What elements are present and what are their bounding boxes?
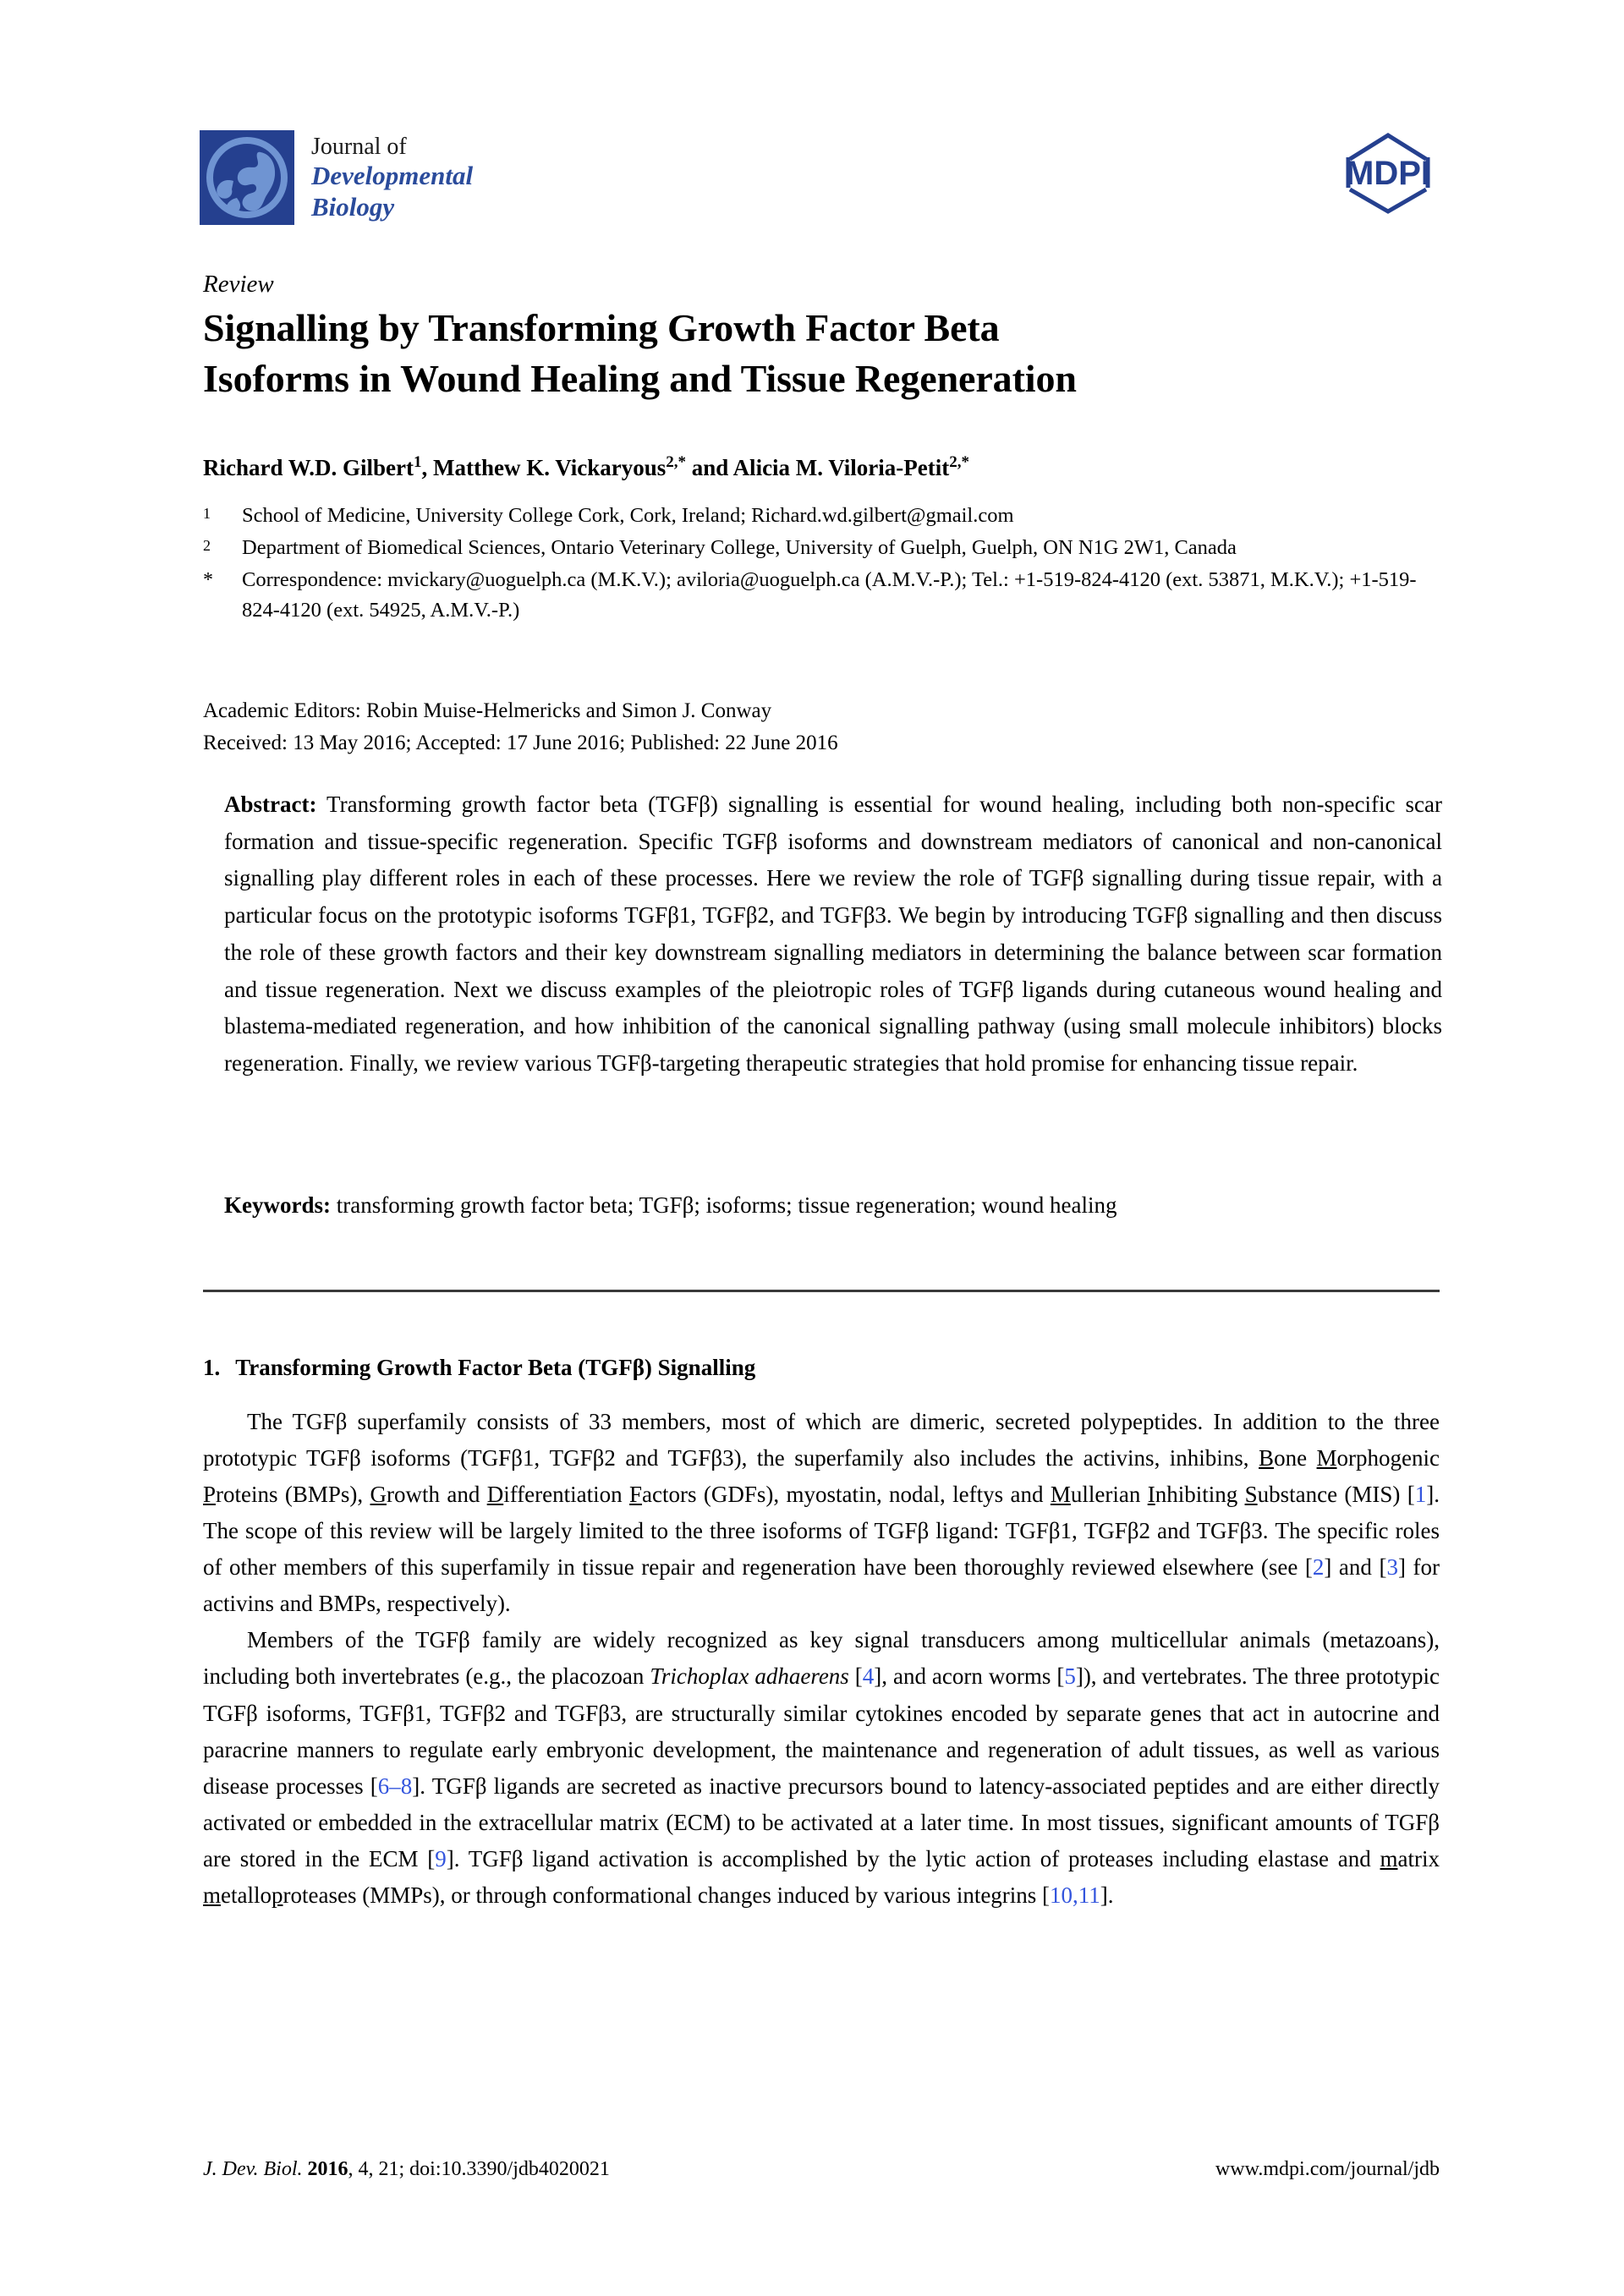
mdpi-logo: [1325, 125, 1451, 220]
footer-journal-abbrev: J. Dev. Biol.: [203, 2158, 303, 2180]
p1-underline-p: P: [203, 1482, 217, 1508]
author-1-affil-mark: 1: [414, 453, 422, 471]
p1-text-k: ]. The scope of this review will be largely limited to the three isoforms of TGFβ ligand: TGFβ1, TGFβ2 and TGFβ3. The specific roles of other members of this superfamily in tissue repair and regeneration have been thoroughly reviewed elsewhere (see [: [203, 1482, 1440, 1581]
p1-underline-i: I: [1147, 1482, 1155, 1508]
affiliation-text: Department of Biomedical Sciences, Ontario Veterinary College, University of Guelph, Guelph, ON N1G 2W1, Canada: [242, 535, 1237, 559]
p1-underline-m: M: [1316, 1445, 1337, 1471]
mdpi-logo-text: MDPI: [1346, 155, 1430, 192]
p2-text-g: atrix: [1397, 1845, 1440, 1871]
article-type: Review: [203, 271, 274, 298]
academic-editors: Academic Editors: Robin Muise-Helmericks and Simon J. Conway: [203, 699, 772, 722]
author-3-name: Alicia M. Viloria-Petit: [732, 455, 950, 480]
species-name: Trichoplax adhaerens: [650, 1663, 849, 1690]
p1-underline-g: G: [370, 1482, 387, 1508]
p2-underline-p: p: [272, 1882, 283, 1908]
affiliation-item: [203, 501, 1446, 532]
affiliation-mark: 1: [203, 505, 211, 522]
paragraph-2: [203, 1622, 1440, 1914]
affiliation-item: [203, 565, 1446, 627]
author-3-affil-mark: 2,*: [949, 453, 969, 471]
page-header: [200, 118, 1455, 228]
section-1-number: 1.: [203, 1355, 221, 1380]
citation-link-9[interactable]: 9: [435, 1845, 447, 1871]
p1-underline-mu: M: [1050, 1482, 1071, 1508]
publication-dates: Received: 13 May 2016; Accepted: 17 June 2016; Published: 22 June 2016: [203, 732, 838, 754]
p1-text-j: ubstance (MIS) [: [1257, 1482, 1415, 1508]
p1-text-g: actors (GDFs), myostatin, nodal, leftys and: [642, 1482, 1051, 1508]
journal-name-line3: Biology: [311, 191, 395, 222]
p1-text-h: ullerian: [1070, 1482, 1148, 1508]
p2-underline-m1: m: [1380, 1845, 1398, 1871]
p1-text-i: nhibiting: [1155, 1482, 1245, 1508]
citation-link-6-8[interactable]: 6–8: [377, 1773, 413, 1799]
p1-text-d: roteins (BMPs),: [216, 1482, 370, 1508]
p1-underline-f: F: [629, 1482, 643, 1508]
page-footer: [203, 2158, 1440, 2181]
p1-underline-b: B: [1259, 1445, 1275, 1471]
citation-link-10-11[interactable]: 10,11: [1050, 1882, 1100, 1908]
p1-text-e: rowth and: [387, 1482, 487, 1508]
title-line-2: Isoforms in Wound Healing and Tissue Regeneration: [203, 356, 1077, 400]
journal-logo: [200, 130, 473, 225]
journal-name-line2: Developmental: [311, 160, 474, 190]
p1-text-f: ifferentiation: [503, 1482, 629, 1508]
section-divider: [203, 1290, 1440, 1292]
p1-text-a: The TGFβ superfamily consists of 33 members, most of which are dimeric, secreted polypeptides. In addition to the three prototypic TGFβ isoforms (TGFβ1, TGFβ2 and TGFβ3), the superfamily also includes the activins, inhibins,: [203, 1409, 1440, 1471]
footer-year: 2016: [307, 2158, 348, 2180]
footer-citation: [203, 2158, 610, 2181]
author-list: Richard W.D. Gilbert$^1$, Matthew K. Vickaryous$^{2,*}$ and Alicia M. Viloria-Petit$^{2,*}$: [203, 453, 969, 480]
p2-text-a: Members of the TGFβ family are widely recognized as key signal transducers among multicellular animals (metazoans), including both invertebrates (e.g., the placozoan: [203, 1627, 1440, 1690]
citation-link-2[interactable]: 2: [1312, 1554, 1325, 1581]
section-1-heading: [203, 1355, 755, 1381]
affiliation-list: [203, 501, 1446, 627]
author-1-name: Richard W.D. Gilbert: [203, 455, 414, 480]
title-line-1: Signalling by Transforming Growth Factor Beta: [203, 306, 1000, 349]
keywords-label: Keywords:: [224, 1192, 331, 1218]
p2-text-d: ]), and vertebrates. The three prototypic TGFβ isoforms, TGFβ1, TGFβ2 and TGFβ3, are structurally similar cytokines encoded by separate genes that act in autocrine and paracrine manners to regulate early embryonic development, the maintenance and regeneration of adult tissues, as well as various disease processes [: [203, 1663, 1440, 1799]
abstract-text: Transforming growth factor beta (TGFβ) signalling is essential for wound healing, including both non-specific scar formation and tissue-specific regeneration. Specific TGFβ isoforms and downstream mediators of canonical and non-canonical signalling play different roles in each of these processes. Here we review the role of TGFβ signalling during tissue repair, with a particular focus on the prototypic isoforms TGFβ1, TGFβ2, and TGFβ3. We begin by introducing TGFβ signalling and then discuss the role of these growth factors and their key downstream signalling mediators in determining the balance between scar formation and tissue regeneration. Next we discuss examples of the pleiotropic roles of TGFβ ligands during cutaneous wound healing and blastema-mediated regeneration, and how inhibition of the canonical signalling pathway (using small molecule inhibitors) blocks regeneration. Finally, we review various TGFβ-targeting therapeutic strategies that hold promise for enhancing tissue repair.: [224, 792, 1443, 1077]
p2-text-f: ]. TGFβ ligand activation is accomplished by the lytic action of proteases including elastase and: [446, 1845, 1380, 1871]
p1-text-m: ] for activins and BMPs, respectively).: [203, 1554, 1440, 1617]
editorial-info: [203, 695, 1446, 759]
p1-text-b: one: [1274, 1445, 1317, 1471]
keywords: [224, 1187, 1442, 1224]
paragraph-1: [203, 1404, 1440, 1622]
affiliation-text: School of Medicine, University College Cork, Cork, Ireland; Richard.wd.gilbert@gmail.com: [242, 504, 1014, 527]
citation-link-3[interactable]: 3: [1386, 1554, 1398, 1581]
citation-link-5[interactable]: 5: [1064, 1663, 1076, 1690]
affiliation-mark: 2: [203, 536, 211, 554]
p2-text-b: [: [848, 1663, 863, 1690]
abstract-label: Abstract:: [224, 792, 317, 817]
journal-name: [311, 133, 473, 222]
footer-volume-doi: , 4, 21; doi:10.3390/jdb4020021: [348, 2158, 610, 2180]
page-title: [203, 303, 1438, 404]
author-2-name: Matthew K. Vickaryous: [433, 455, 667, 480]
p2-underline-m2: m: [203, 1882, 222, 1908]
correspondence-mark: *: [203, 568, 213, 591]
correspondence-text: Correspondence: mvickary@uoguelph.ca (M.K.V.); aviloria@uoguelph.ca (A.M.V.-P.); Tel.: +1-519-824-4120 (ext. 53871, M.K.V.); +1-519-824-4120 (ext. 54925, A.M.V.-P.): [242, 567, 1417, 622]
author-2-affil-mark: 2,*: [666, 453, 686, 471]
p2-text-h: etallo: [221, 1882, 272, 1908]
p2-text-i: roteases (MMPs), or through conformational changes induced by various integrins [: [283, 1882, 1051, 1908]
journal-name-line1: Journal of: [311, 133, 407, 160]
p2-text-j: ].: [1100, 1882, 1114, 1908]
p1-text-l: ] and [: [1324, 1554, 1387, 1581]
author-conjunction: and: [691, 455, 729, 480]
p2-text-c: ], and acorn worms [: [874, 1663, 1065, 1690]
p2-text-e: ]. TGFβ ligands are secreted as inactive precursors bound to latency-associated peptides and are either directly activated or embedded in the extracellular matrix (ECM) to be activated at a later time. In most tissues, significant amounts of TGFβ are stored in the ECM [: [203, 1773, 1440, 1871]
p1-underline-d: D: [486, 1482, 504, 1508]
keywords-text: transforming growth factor beta; TGFβ; isoforms; tissue regeneration; wound healing: [336, 1192, 1117, 1218]
affiliation-item: [203, 533, 1446, 564]
footer-url[interactable]: www.mdpi.com/journal/jdb: [1215, 2158, 1440, 2180]
abstract: [224, 786, 1442, 1082]
section-1-title: Transforming Growth Factor Beta (TGFβ) Signalling: [235, 1355, 756, 1380]
section-1-body: [203, 1404, 1440, 1914]
p1-underline-s: S: [1244, 1482, 1258, 1508]
citation-link-4[interactable]: 4: [862, 1663, 875, 1690]
p1-text-c: orphogenic: [1336, 1445, 1440, 1471]
journal-embryo-icon: [200, 130, 294, 225]
citation-link-1[interactable]: 1: [1414, 1482, 1427, 1508]
